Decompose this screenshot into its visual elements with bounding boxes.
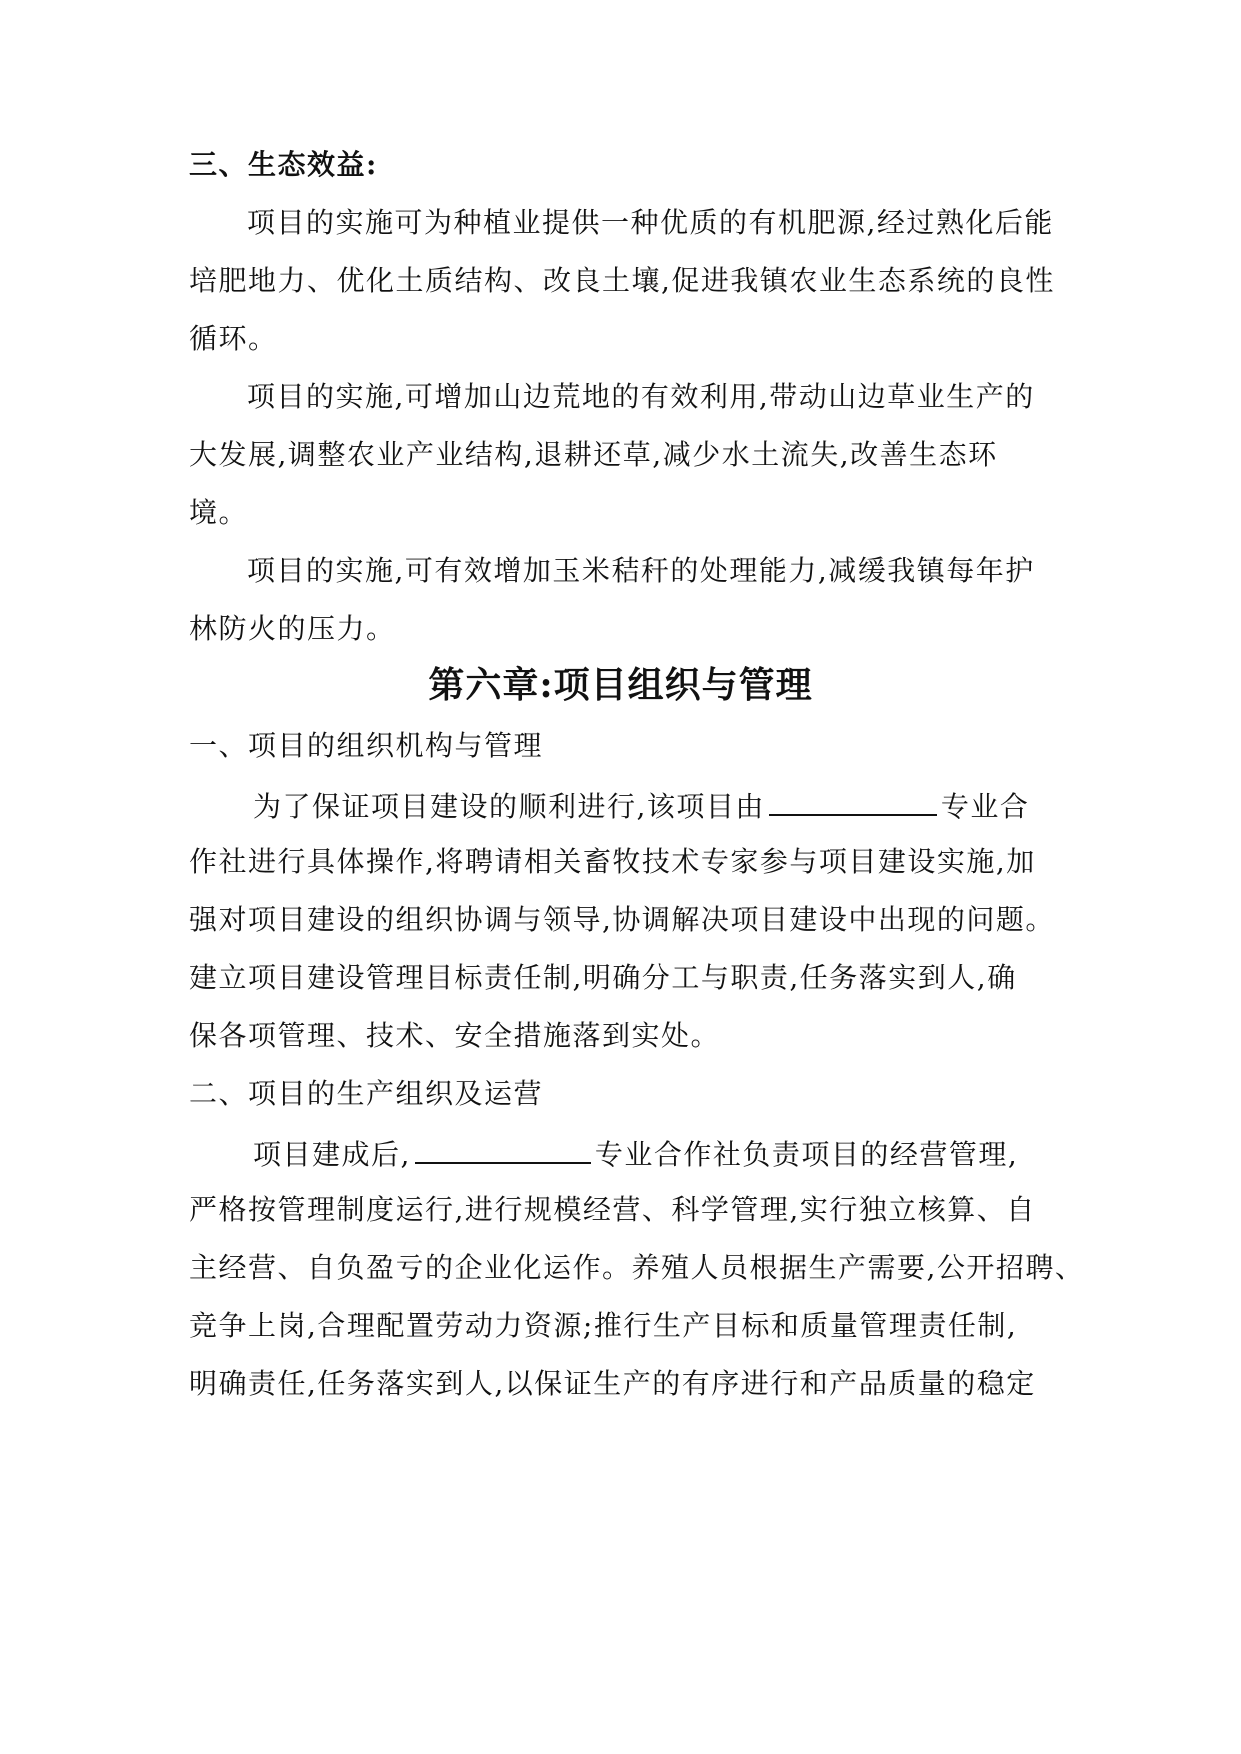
fill-in-blank: [415, 1132, 591, 1164]
paragraph-line: 作社进行具体操作,将聘请相关畜牧技术专家参与项目建设实施,加: [189, 845, 1036, 878]
section-heading-ecological-benefits: 三、生态效益:: [189, 148, 378, 181]
paragraph-line: 大发展,调整农业产业结构,退耕还草,减少水土流失,改善生态环: [189, 438, 998, 471]
paragraph-line: 明确责任,任务落实到人,以保证生产的有序进行和产品质量的稳定: [189, 1367, 1036, 1400]
subsection-heading-production: 二、项目的生产组织及运营: [189, 1077, 544, 1110]
subsection-heading-organization: 一、项目的组织机构与管理: [189, 729, 544, 762]
paragraph-line: 循环。: [189, 322, 278, 355]
paragraph-line: 竞争上岗,合理配置劳动力资源;推行生产目标和质量管理责任制,: [189, 1309, 1018, 1342]
paragraph-line: 严格按管理制度运行,进行规模经营、科学管理,实行独立核算、自: [189, 1193, 1036, 1226]
paragraph-line: 强对项目建设的组织协调与领导,协调解决项目建设中出现的问题。: [189, 903, 1055, 936]
paragraph-line: 保各项管理、技术、安全措施落到实处。: [189, 1019, 721, 1052]
paragraph-line: 境。: [189, 496, 249, 529]
paragraph-line: 项目的实施,可增加山边荒地的有效利用,带动山边草业生产的: [247, 380, 1035, 413]
paragraph-text: 专业合作社负责项目的经营管理,: [594, 1138, 1019, 1171]
paragraph-text: 项目建成后,: [253, 1138, 411, 1171]
paragraph-line-with-blank: [253, 784, 1123, 827]
paragraph-line: 项目的实施可为种植业提供一种优质的有机肥源,经过熟化后能: [247, 206, 1054, 239]
chapter-title: 第六章:项目组织与管理: [428, 664, 813, 706]
paragraph-text: 为了保证项目建设的顺利进行,该项目由: [253, 790, 765, 823]
paragraph-line: 培肥地力、优化土质结构、改良土壤,促进我镇农业生态系统的良性: [189, 264, 1055, 297]
paragraph-line: 建立项目建设管理目标责任制,明确分工与职责,任务落实到人,确: [189, 961, 1017, 994]
paragraph-line: 项目的实施,可有效增加玉米秸秆的处理能力,减缓我镇每年护: [247, 554, 1035, 587]
paragraph-line: 林防火的压力。: [189, 612, 396, 645]
paragraph-text: 专业合: [940, 790, 1030, 823]
paragraph-line: 主经营、自负盈亏的企业化运作。养殖人员根据生产需要,公开招聘、: [189, 1251, 1085, 1284]
fill-in-blank: [769, 784, 937, 816]
paragraph-line-with-blank: [253, 1132, 1123, 1175]
